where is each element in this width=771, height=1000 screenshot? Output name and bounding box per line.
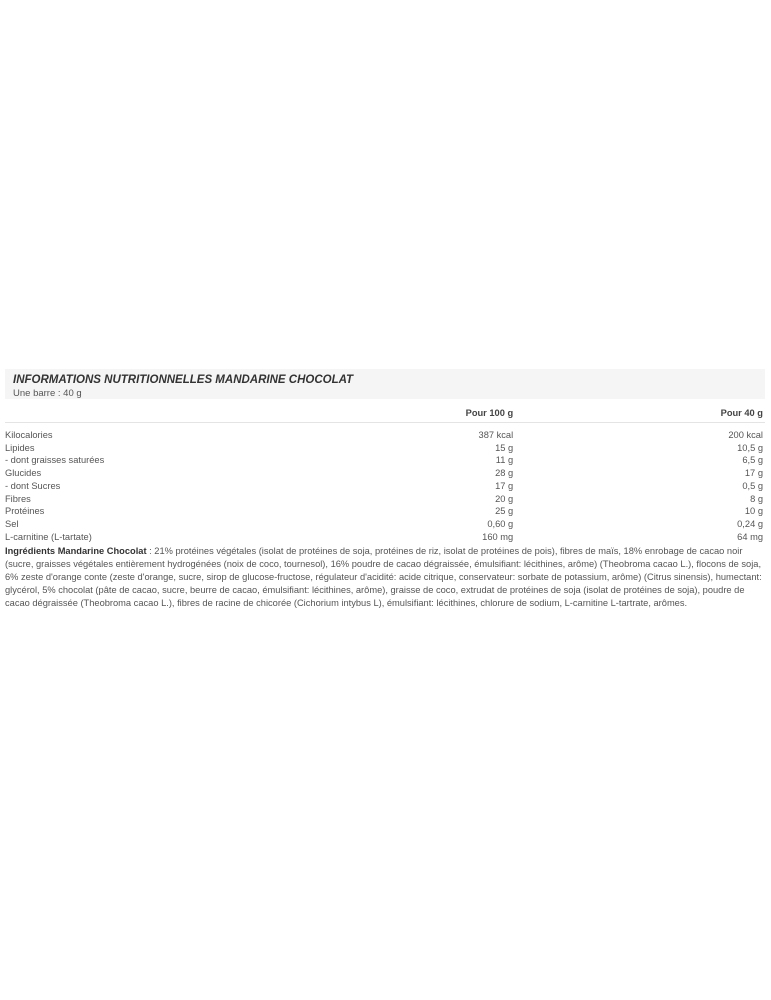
value-per-100g: 20 g xyxy=(495,493,514,504)
column-header-per-100g: Pour 100 g xyxy=(265,405,515,423)
value-per-40g: 10,5 g xyxy=(737,442,763,453)
value-per-40g: 10 g xyxy=(744,506,763,517)
nutrition-table xyxy=(5,405,765,543)
value-per-100g: 387 kcal xyxy=(478,430,514,440)
table-row xyxy=(5,480,765,493)
value-per-40g: 6,5 g xyxy=(742,455,763,466)
value-per-100g: 11 g xyxy=(495,455,514,466)
nutrient-label: Protéines xyxy=(5,506,45,517)
nutrient-label: L-carnitine (L-tartate) xyxy=(5,531,92,542)
value-per-40g: 8 g xyxy=(750,493,763,504)
value-per-100g: 160 mg xyxy=(482,531,514,542)
table-row xyxy=(5,518,765,531)
table-header-row xyxy=(5,405,765,423)
ingredients-text: : 21% protéines végétales (isolat de protéines de soja, protéines de riz, isolat de protéines de pois), fibres de maïs, 18% enrobage de cacao noir (sucre, graisses végétales entièrement hydrogénées (noix de coco, tournesol), 16% poudre de cacao dégraissée, émulsifiant: lécithines, arôme) (Theobroma cacao L.), flocons de soja, 6% zeste d'orange conte (zeste d'orange, sucre, sirop de glucose-fructose, régulateur d'acidité: acide citrique, conservateur: sorbate de potassium, arôme) (Citrus sinensis), humectant: glycérol, 5% chocolat (pâte de cacao, sucre, beurre de cacao, émulsifiant: lécithines, arôme), graisse de coco, extrudat de protéines de soja (isolat de protéines de soja), poudre de cacao dégraissée (Theobroma cacao L.), fibres de racine de chicorée (Cichorium intybus L), émulsifiant: lécithines, chlorure de sodium, L-carnitine L-tartrate, arômes. xyxy=(5,546,762,609)
value-per-100g: 0,60 g xyxy=(487,518,514,529)
value-per-40g: 17 g xyxy=(744,468,763,479)
table-row xyxy=(5,454,765,467)
nutrient-label: Kilocalories xyxy=(5,430,53,440)
nutrition-header xyxy=(5,369,765,399)
value-per-100g: 28 g xyxy=(495,468,514,479)
column-header-label xyxy=(5,405,265,423)
column-header-per-40g: Pour 40 g xyxy=(515,405,765,423)
table-row xyxy=(5,442,765,455)
table-row xyxy=(5,531,765,544)
serving-size: Une barre : 40 g xyxy=(13,388,82,399)
nutrient-label: Sel xyxy=(5,518,19,529)
nutrient-label: Lipides xyxy=(5,442,35,453)
value-per-100g: 25 g xyxy=(495,506,514,517)
table-row xyxy=(5,423,765,442)
value-per-100g: 15 g xyxy=(495,442,514,453)
value-per-40g: 64 mg xyxy=(737,531,763,542)
nutrition-panel xyxy=(5,369,765,610)
table-row xyxy=(5,467,765,480)
nutrient-label: - dont graisses saturées xyxy=(5,455,105,466)
table-row xyxy=(5,493,765,506)
value-per-40g: 0,24 g xyxy=(737,518,763,529)
ingredients-label: Ingrédients Mandarine Chocolat xyxy=(5,546,147,557)
nutrition-title: INFORMATIONS NUTRITIONNELLES MANDARINE CHOCOLAT xyxy=(13,374,354,386)
nutrient-label: Glucides xyxy=(5,468,42,479)
value-per-40g: 0,5 g xyxy=(742,480,763,491)
table-row xyxy=(5,505,765,518)
ingredients-paragraph xyxy=(5,545,765,610)
nutrient-label: - dont Sucres xyxy=(5,480,61,491)
nutrient-label: Fibres xyxy=(5,493,31,504)
value-per-100g: 17 g xyxy=(495,480,514,491)
value-per-40g: 200 kcal xyxy=(728,430,763,440)
